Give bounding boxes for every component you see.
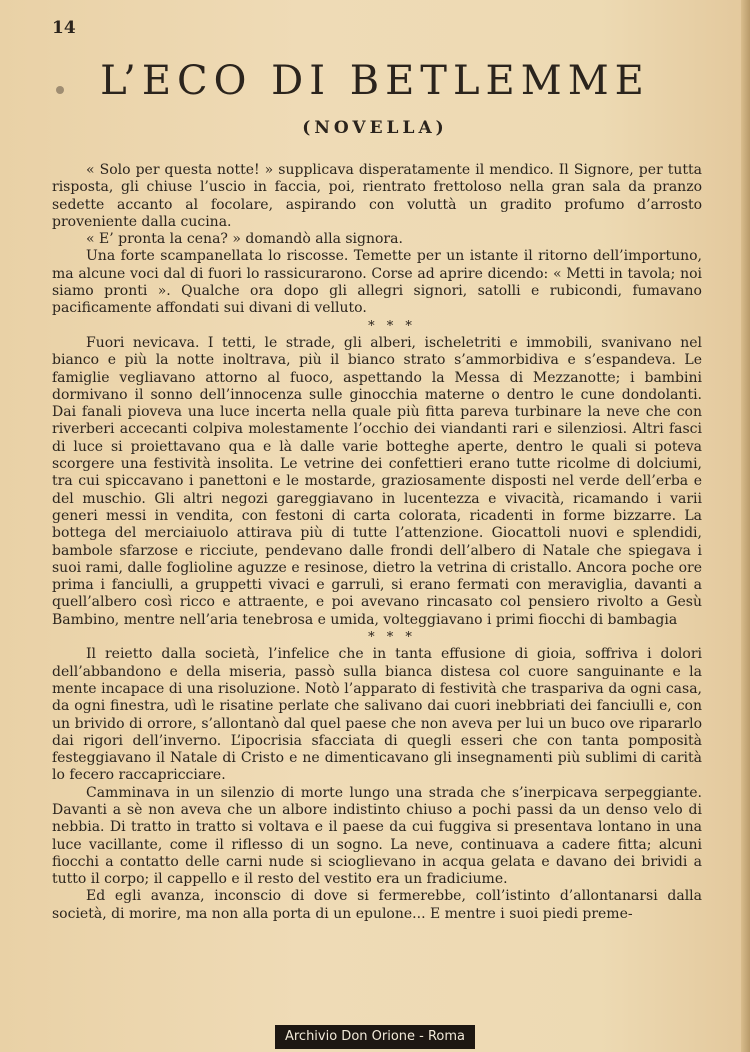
paragraph: Il reietto dalla società, l’infelice che in tanta effusione di gioia, soffriva i dolori dell’abbandono e della miseria, passò sulla bianca distesa col cuore sanguinante e la mente incapace di una risoluzione. Notò l’apparato di festività che traspariva da ogni casa, da ogni finestra, udì le risatine perlate che salivano dai cuori inebbriati dei fanciulli e, con un brivido di orrore, s’allontanò dal quel paese che non aveva per lui un buco ove ripararlo dai rigori dell’inverno. L’ipocrisia sfacciata di quegli esseri che con tanta pomposità festeggiavano il Natale di Cristo e ne dimenticavano gli insegnamenti più sublimi di carità lo fecero raccapricciare.	[52, 646, 702, 784]
archive-footer: Archivio Don Orione - Roma	[275, 1025, 475, 1049]
paragraph: Una forte scampanellata lo riscosse. Temette per un istante il ritorno dell’importuno, ma alcune voci dal di fuori lo rassicurarono. Corse ad aprire dicendo: « Metti in tavola; noi siamo pronti ». Qualche ora dopo gli allegri signori, satolli e rubicondi, fumavano pacificamente affondati sui divani di velluto.	[52, 248, 702, 317]
article-body	[52, 162, 702, 923]
section-separator: * * *	[368, 630, 416, 646]
page-number: 14	[52, 18, 76, 38]
paragraph: Camminava in un silenzio di morte lungo una strada che s’inerpicava serpeggiante. Davanti a sè non aveva che un albore indistinto chiuso a pochi passi da un denso velo di nebbia. Di tratto in tratto si voltava e il paese da cui fuggiva si presentava lontano in una luce vacillante, come il riflesso di un sogno. La neve, continuava a cadere fitta; alcuni fiocchi a contatto delle carni nude si scioglievano in acqua gelata e davano dei brividi a tutto il corpo; il cappello e il resto del vestito era un fradiciume.	[52, 784, 702, 888]
paragraph: Fuori nevicava. I tetti, le strade, gli alberi, ischeletriti e immobili, svanivano nel bianco e più la notte inoltrava, più il bianco strato s’ammorbidiva e s’espandeva. Le famiglie vegliavano attorno al fuoco, aspettando la Messa di Mezzanotte; i bambini dormivano il sonno dell’innocenza sulle ginocchia materne o dentro le cune dondolanti. Dai fanali pioveva una luce incerta nella quale più fitta pareva turbinare la neve che con riverberi accecanti colpiva molestamente l’occhio dei viandanti rari e silenziosi. Altri fasci di luce si proiettavano qua e là dalle varie botteghe aperte, dentro le quali si poteva scorgere una festività insolita. Le vetrine dei confettieri erano tutte ricolme di dolciumi, tra cui spiccavano i panettoni e le mostarde, graziosamente disposti nel verde dell’erba e del muschio. Gli altri negozi gareggiavano in lucentezza e vivacità, ricamando i varii generi messi in vendita, con festoni di carta colorata, ricadenti in forme bizzarre. La bottega del merciaiuolo attirava più di tutte l’attenzione. Giocattoli nuovi e splendidi, bambole sfarzose e ricciute, pendevano dalle frondi dell’albero di Natale che spiegava i suoi rami, dalle foglioline aguzze e resinose, dietro la vetrina di cristallo. Ancora poche ore prima i fanciulli, a gruppetti vivaci e garruli, si erano fermati con meraviglia, davanti a quell’albero così ricco e attraente, e poi avevano rincasato col pensiero rivolto a Gesù Bambino, mentre nell’aria tenebrosa e umida, volteggiavano i primi fiocchi di bambagia	[52, 334, 702, 628]
page-edge	[741, 0, 750, 1052]
page-title: L’ECO DI BETLEMME	[100, 58, 650, 104]
paragraph: « Solo per questa notte! » supplicava disperatamente il mendico. Il Signore, per tutta risposta, gli chiuse l’uscio in faccia, poi, rientrato frettoloso nella gran sala da pranzo sedette accanto al focolare, aspirando con voluttà un gradito profumo d’arrosto proveniente dalla cucina.	[52, 162, 702, 230]
paragraph: Ed egli avanza, inconscio di dove si fermerebbe, coll’istinto d’allontanarsi dalla società, di morire, ma non alla porta di un epulone... E mentre i suoi piedi preme-	[52, 888, 702, 922]
page-subtitle: (NOVELLA)	[302, 118, 448, 138]
section-separator: * * *	[368, 318, 416, 334]
paragraph: « E’ pronta la cena? » domandò alla signora.	[86, 231, 403, 248]
